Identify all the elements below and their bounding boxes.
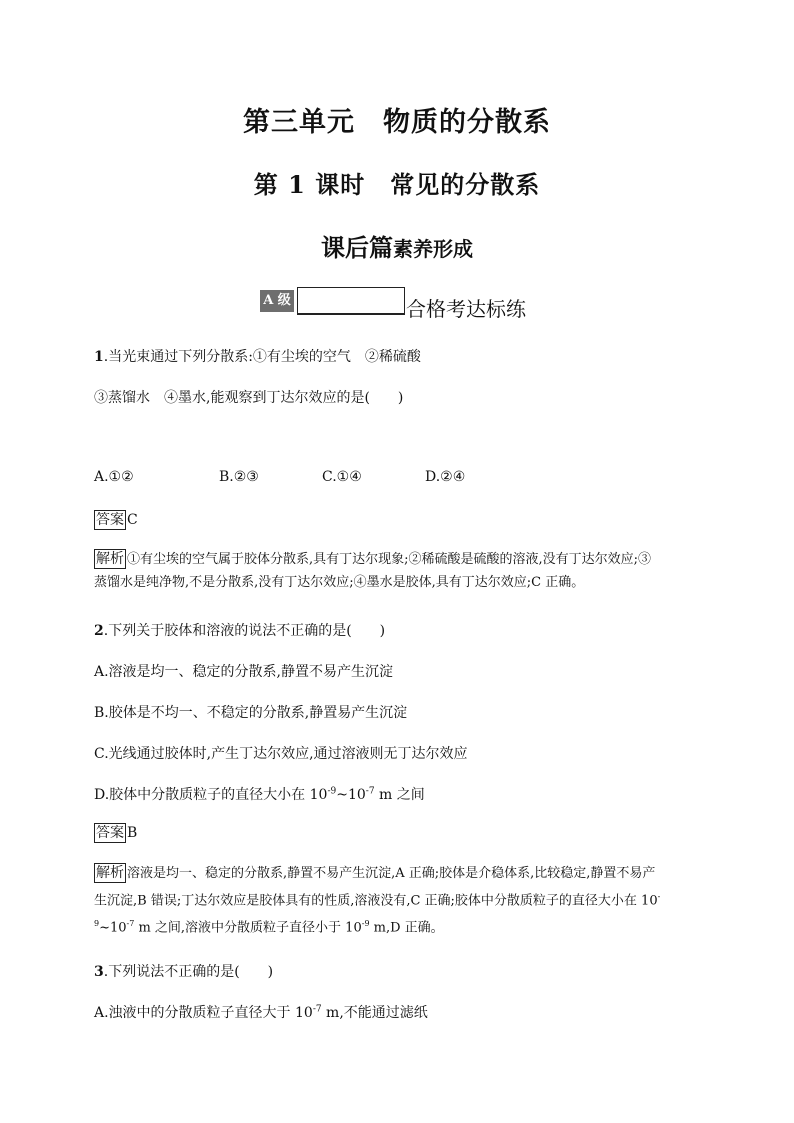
answer-tag: 答案 [96,512,124,528]
q3-option-a-exp: -7 [312,1004,322,1015]
q1-option-c: C.①④ [322,469,362,485]
q1-option-d: D.②④ [425,469,466,485]
q2-analysis-line2: 生沉淀,B 错误;丁达尔效应是胶体具有的性质,溶液没有,C 正确;胶体中分散质粒子的直径大小在 10 [94,893,658,909]
q2-analysis-line3-post: m,D 正确。 [369,920,444,936]
q3-stem-text: .下列说法不正确的是( ) [103,964,274,980]
q2-stem [94,620,385,640]
q2-analysis-line3-pre: 9 [94,919,100,929]
q3-stem [94,961,273,981]
score-box [297,287,405,315]
q2-analysis [94,862,694,940]
q2-option-d-post: m 之间 [374,787,425,803]
q1-analysis-line2: 蒸馏水是纯净物,不是分散系,没有丁达尔效应;④墨水是胶体,具有丁达尔效应;C 正确。 [94,575,585,590]
section-title-part1: 课后篇 [321,233,393,262]
q2-option-b: B.胶体是不均一、不稳定的分散系,静置易产生沉淀 [94,705,408,721]
q3-option-a-post: m,不能通过滤纸 [321,1005,428,1021]
q1-line1 [94,346,421,366]
q2-analysis-line3-mid: ~10 [99,920,127,936]
section-title-part2: 素养形成 [393,237,473,261]
q3-number: 3 [94,964,104,980]
q2-analysis-line3-exp1: -7 [126,919,135,929]
q1-stem-line2: ③蒸馏水 ④墨水,能观察到丁达尔效应的是( ) [94,390,404,406]
q1-answer [94,510,138,530]
level-title: 合格考达标练 [406,297,526,321]
q2-answer-value: B [127,825,138,841]
q1-answer-value: C [127,512,138,528]
unit-title: 第三单元 物质的分散系 [243,107,551,138]
level-badge: A 级 [260,290,294,312]
q1-analysis-line1: ①有尘埃的空气属于胶体分散系,具有丁达尔现象;②稀硫酸是硫酸的溶液,没有丁达尔效应;③ [127,552,652,567]
q2-option-c: C.光线通过胶体时,产生丁达尔效应,通过溶液则无丁达尔效应 [94,746,468,762]
q2-option-d-exp2: -7 [365,786,375,797]
q1-number: 1 [94,349,104,365]
answer-tag: 答案 [96,825,124,841]
q2-answer [94,823,137,843]
q2-option-d-mid: ~10 [336,787,366,803]
q2-analysis-line3-exp2: -9 [361,919,370,929]
q1-analysis [94,548,694,594]
section-title [0,228,794,263]
q1-stem-line1: .当光束通过下列分散系:①有尘埃的空气 ②稀硫酸 [103,349,421,365]
analysis-tag: 解析 [96,551,124,567]
q1-option-b: B.②③ [219,469,259,485]
q3-option-a-pre: A.浊液中的分散质粒子直径大于 10 [94,1005,313,1021]
q1-option-a: A.①② [94,469,134,485]
analysis-tag: 解析 [96,865,124,881]
q3-option-a [94,1002,428,1022]
q2-option-a: A.溶液是均一、稳定的分散系,静置不易产生沉淀 [94,664,394,680]
q2-analysis-line3-mid2: m 之间,溶液中分散质粒子直径小于 10 [134,920,362,936]
q2-option-d-exp1: -9 [327,786,337,797]
q2-stem-text: .下列关于胶体和溶液的说法不正确的是( ) [103,623,386,639]
lesson-title: 第 1 课时 常见的分散系 [253,170,541,199]
q2-number: 2 [94,623,104,639]
q2-option-d-pre: D.胶体中分散质粒子的直径大小在 10 [94,787,328,803]
q2-option-d [94,784,425,804]
superscript-minus: - [657,892,661,901]
q2-analysis-line1: 溶液是均一、稳定的分散系,静置不易产生沉淀,A 正确;胶体是介稳体系,比较稳定,静置不易产 [127,866,656,881]
